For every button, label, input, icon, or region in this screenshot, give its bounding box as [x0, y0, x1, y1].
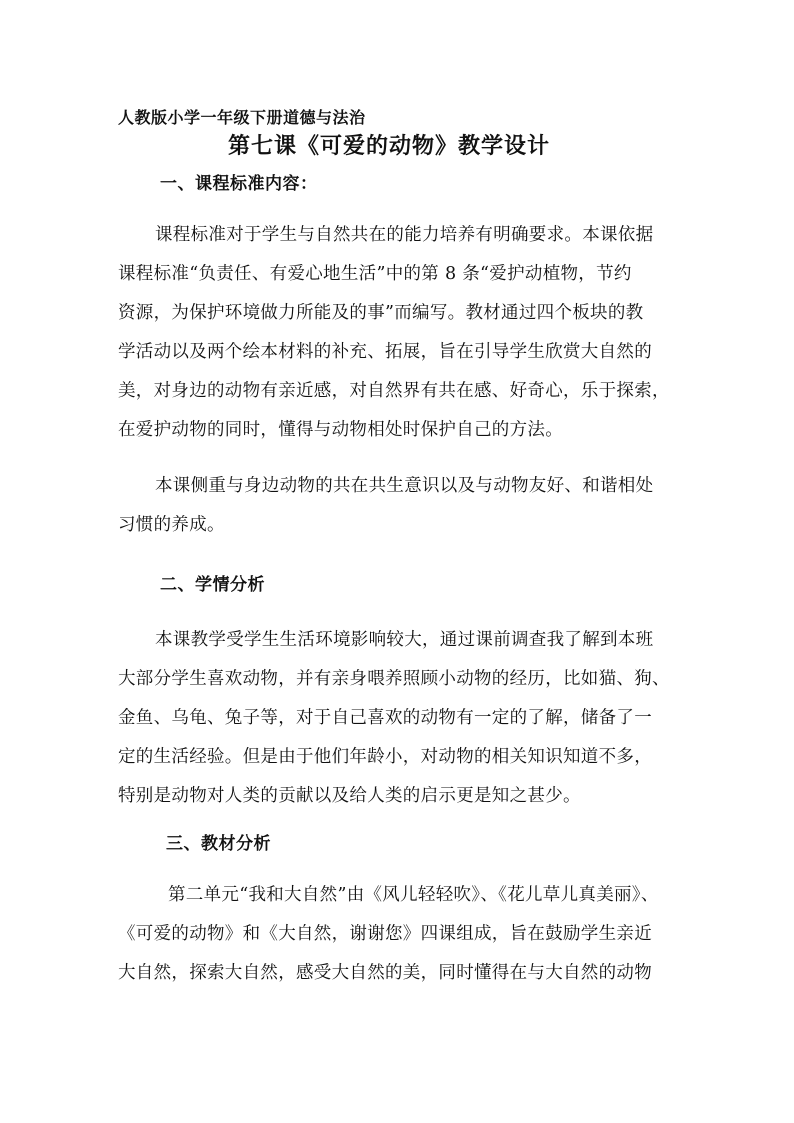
paragraph-line: 定的生活经验。但是由于他们年龄小，对动物的相关知识知道不多， [118, 747, 652, 767]
paragraph-line: 习惯的养成。 [118, 515, 225, 535]
paragraph-line: 本课侧重与身边动物的共在共生意识以及与动物友好、和谐相处 [155, 476, 654, 496]
paragraph-line: 美，对身边的动物有亲近感，对自然界有共在感、好奇心，乐于探索， [118, 381, 670, 401]
paragraph-line: 特别是动物对人类的贡献以及给人类的启示更是知之甚少。 [118, 786, 581, 806]
document-title: 第七课《可爱的动物》教学设计 [228, 133, 551, 159]
paragraph-line: 课程标准“负责任、有爱心地生活”中的第 8 条“爱护动植物，节约 [118, 264, 632, 284]
paragraph-line: 在爱护动物的同时，懂得与动物相处时保护自己的方法。 [118, 420, 563, 440]
paragraph-line: 资源，为保护环境做力所能及的事”而编写。教材通过四个板块的教 [118, 303, 644, 323]
document-subtitle: 人教版小学一年级下册道德与法治 [118, 108, 366, 127]
paragraph-line: 第二单元“我和大自然”由《风儿轻轻吹》、《花儿草儿真美丽》、 [168, 885, 659, 905]
paragraph-line: 本课教学受学生生活环境影响较大，通过课前调查我了解到本班 [155, 630, 654, 650]
paragraph-line: 学活动以及两个绘本材料的补充、拓展，旨在引导学生欣赏大自然的 [118, 342, 652, 362]
paragraph-line: 《可爱的动物》和《大自然，谢谢您》四课组成，旨在鼓励学生亲近 [118, 924, 652, 944]
section-heading-1: 一、课程标准内容： [160, 174, 318, 194]
paragraph-line: 大自然，探索大自然，感受大自然的美，同时懂得在与大自然的动物 [118, 963, 652, 983]
section-heading-2: 二、学情分析 [160, 575, 265, 595]
section-heading-3: 三、教材分析 [166, 834, 271, 854]
paragraph-line: 金鱼、乌龟、兔子等，对于自己喜欢的动物有一定的了解，储备了一 [118, 708, 652, 728]
paragraph-line: 课程标准对于学生与自然共在的能力培养有明确要求。本课依据 [155, 225, 654, 245]
paragraph-line: 大部分学生喜欢动物，并有亲身喂养照顾小动物的经历，比如猫、狗、 [118, 669, 670, 689]
